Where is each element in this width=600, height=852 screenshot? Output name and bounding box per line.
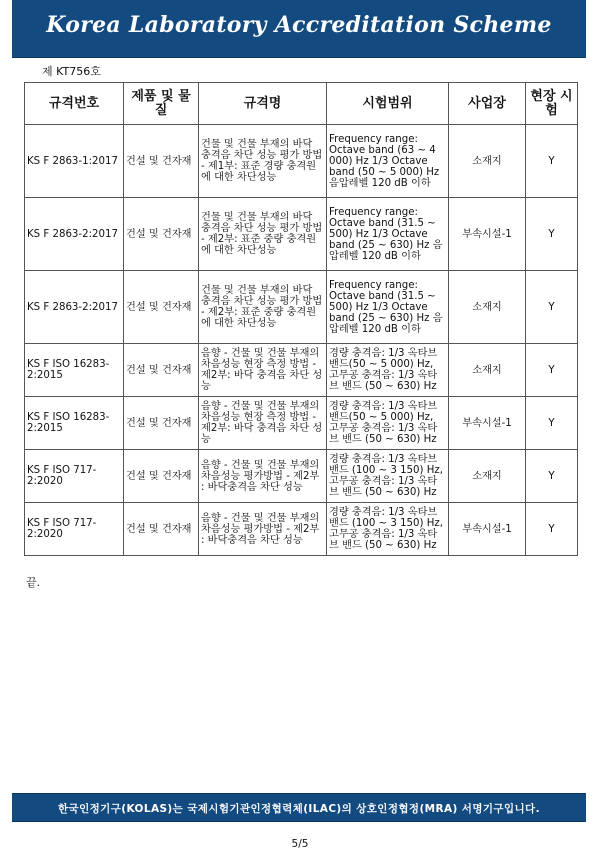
cell-onsite: Y bbox=[526, 450, 578, 503]
table-row bbox=[25, 450, 578, 503]
cell-product: 건설 및 건자재 bbox=[124, 198, 199, 271]
cell-product: 건설 및 건자재 bbox=[124, 503, 199, 556]
cell-standard-name: 음향 - 건물 및 건물 부재의 차음성능 현장 측정 방법 - 제2부: 바닥 충격음 차단 성능 bbox=[199, 344, 327, 397]
cell-test-range: Frequency range: Octave band (31.5 ~ 500) Hz 1/3 Octave band (25 ~ 630) Hz 음압레벨 120 dB 이하 bbox=[327, 271, 449, 344]
col-header-product: 제품 및 물질 bbox=[124, 83, 199, 125]
cell-onsite: Y bbox=[526, 503, 578, 556]
table-row bbox=[25, 125, 578, 198]
cell-test-range: Frequency range: Octave band (31.5 ~ 500) Hz 1/3 Octave band (25 ~ 630) Hz 음압레벨 120 dB 이하 bbox=[327, 198, 449, 271]
cell-standard-name: 음향 - 건물 및 건물 부재의 차음성능 평가방법 - 제2부 : 바닥충격음 차단 성능 bbox=[199, 503, 327, 556]
col-header-site: 사업장 bbox=[449, 83, 526, 125]
col-header-standard: 규격번호 bbox=[25, 83, 124, 125]
table-row bbox=[25, 271, 578, 344]
table-row bbox=[25, 198, 578, 271]
cell-test-range: 경량 충격음: 1/3 옥타브 밴드(50 ~ 5 000) Hz, 고무공 충격음: 1/3 옥타브 밴드 (50 ~ 630) Hz bbox=[327, 344, 449, 397]
cell-site: 소재지 bbox=[449, 344, 526, 397]
cell-onsite: Y bbox=[526, 397, 578, 450]
col-header-onsite-test: 현장 시험 bbox=[526, 83, 578, 125]
cell-test-range: 경량 충격음: 1/3 옥타브 밴드 (100 ~ 3 150) Hz, 고무공 충격음: 1/3 옥타브 밴드 (50 ~ 630) Hz bbox=[327, 503, 449, 556]
end-mark: 끝. bbox=[26, 576, 41, 589]
cell-site: 부속시설-1 bbox=[449, 503, 526, 556]
cell-standard: KS F 2863-2:2017 bbox=[25, 271, 124, 344]
table-row bbox=[25, 397, 578, 450]
cell-product: 건설 및 건자재 bbox=[124, 271, 199, 344]
cell-standard: KS F ISO 717-2:2020 bbox=[25, 450, 124, 503]
cell-test-range: 경량 충격음: 1/3 옥타브 밴드 (100 ~ 3 150) Hz, 고무공 충격음: 1/3 옥타브 밴드 (50 ~ 630) Hz bbox=[327, 450, 449, 503]
cell-test-range: 경량 충격음: 1/3 옥타브 밴드(50 ~ 5 000) Hz, 고무공 충격음: 1/3 옥타브 밴드 (50 ~ 630) Hz bbox=[327, 397, 449, 450]
header-band bbox=[12, 0, 586, 58]
table-header-row bbox=[25, 83, 578, 125]
cell-onsite: Y bbox=[526, 271, 578, 344]
col-header-test-range: 시험범위 bbox=[327, 83, 449, 125]
cell-product: 건설 및 건자재 bbox=[124, 450, 199, 503]
cell-standard: KS F ISO 16283-2:2015 bbox=[25, 397, 124, 450]
cell-standard: KS F 2863-1:2017 bbox=[25, 125, 124, 198]
cell-standard-name: 음향 - 건물 및 건물 부재의 차음성능 평가방법 - 제2부 : 바닥충격음 차단 성능 bbox=[199, 450, 327, 503]
accreditation-scope-table bbox=[24, 82, 578, 556]
cell-standard-name: 건물 및 건물 부재의 바닥 충격음 차단 성능 평가 방법 - 제2부: 표준 중량 충격원에 대한 차단성능 bbox=[199, 198, 327, 271]
cell-standard: KS F ISO 16283-2:2015 bbox=[25, 344, 124, 397]
col-header-standard-name: 규격명 bbox=[199, 83, 327, 125]
cell-onsite: Y bbox=[526, 198, 578, 271]
cell-site: 소재지 bbox=[449, 450, 526, 503]
cell-product: 건설 및 건자재 bbox=[124, 397, 199, 450]
cell-site: 부속시설-1 bbox=[449, 397, 526, 450]
cell-onsite: Y bbox=[526, 344, 578, 397]
table-row bbox=[25, 344, 578, 397]
certificate-number: 제 KT756호 bbox=[42, 65, 101, 78]
footer-text: 한국인정기구(KOLAS)는 국제시험기관인정협력체(ILAC)의 상호인정협정(MRA) 서명기구입니다. bbox=[58, 803, 540, 815]
cell-standard-name: 건물 및 건물 부재의 바닥 충격음 차단 성능 평가 방법 - 제2부: 표준 중량 충격원에 대한 차단성능 bbox=[199, 271, 327, 344]
cell-product: 건설 및 건자재 bbox=[124, 125, 199, 198]
header-title: Korea Laboratory Accreditation Scheme bbox=[46, 12, 552, 38]
cell-product: 건설 및 건자재 bbox=[124, 344, 199, 397]
cell-standard-name: 음향 - 건물 및 건물 부재의 차음성능 현장 측정 방법 - 제2부: 바닥 충격음 차단 성능 bbox=[199, 397, 327, 450]
cell-site: 소재지 bbox=[449, 271, 526, 344]
cell-standard: KS F ISO 717-2:2020 bbox=[25, 503, 124, 556]
cell-site: 소재지 bbox=[449, 125, 526, 198]
cell-onsite: Y bbox=[526, 125, 578, 198]
footer-band bbox=[12, 793, 586, 822]
table-row bbox=[25, 503, 578, 556]
page-number: 5/5 bbox=[291, 838, 309, 850]
cell-standard: KS F 2863-2:2017 bbox=[25, 198, 124, 271]
cell-site: 부속시설-1 bbox=[449, 198, 526, 271]
cell-test-range: Frequency range: Octave band (63 ~ 4 000) Hz 1/3 Octave band (50 ~ 5 000) Hz 음압레벨 120 dB 이하 bbox=[327, 125, 449, 198]
cell-standard-name: 건물 및 건물 부재의 바닥 충격음 차단 성능 평가 방법 - 제1부: 표준 경량 충격원에 대한 차단성능 bbox=[199, 125, 327, 198]
